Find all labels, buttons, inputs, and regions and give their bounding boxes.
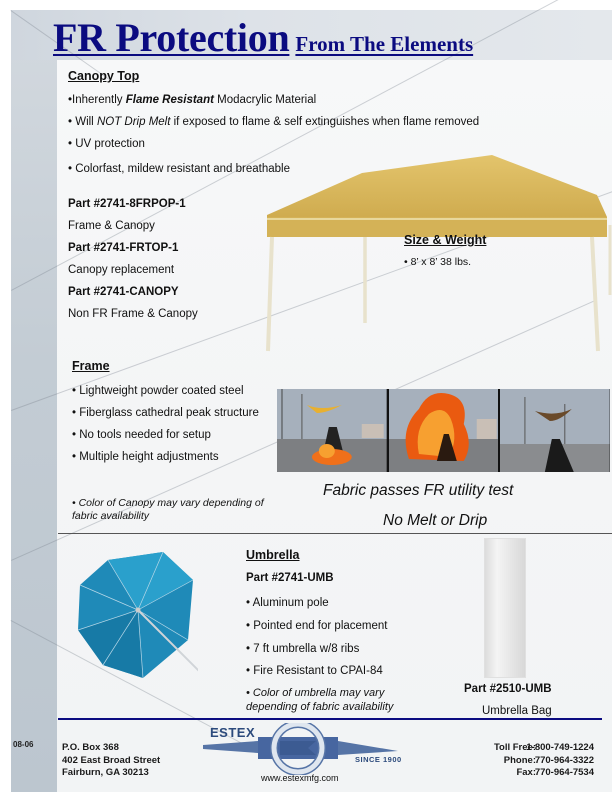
part-number: Part #2741-CANOPY <box>68 286 179 298</box>
frame-bullet: • Fiberglass cathedral peak structure <box>72 407 259 419</box>
title-subtitle: From The Elements <box>295 32 474 56</box>
website-link[interactable]: www.estexmfg.com <box>261 773 339 783</box>
umbrella-bullet: • Pointed end for placement <box>246 620 388 632</box>
bullet-text: Modacrylic Material <box>213 94 317 106</box>
title-main: FR Protection <box>53 15 290 60</box>
umbrella-bullet: • Aluminum pole <box>246 597 329 609</box>
bullet-text: •Inherently <box>68 94 126 106</box>
frame-bullet: • Multiple height adjustments <box>72 451 219 463</box>
fire-test-photo-strip <box>277 389 610 472</box>
fire-test-photo-1 <box>277 389 387 472</box>
frame-color-note: • Color of Canopy may vary depending of <box>72 497 264 509</box>
address-line: 402 East Broad Street <box>62 754 161 766</box>
part-description: Frame & Canopy <box>68 220 155 232</box>
contact-label: Fax: <box>516 767 536 778</box>
canopy-bullet-no-drip <box>68 116 479 128</box>
umbrella-bag-label: Umbrella Bag <box>482 705 552 717</box>
contact-values <box>522 742 594 780</box>
part-description: Canopy replacement <box>68 264 175 276</box>
canopy-bullet-colorfast: • Colorfast, mildew resistant and breathable <box>68 163 290 175</box>
canopy-top-heading: Canopy Top <box>68 69 140 83</box>
date-code: 08-06 <box>13 740 34 749</box>
umbrella-color-note-line2: depending of fabric availability <box>246 701 394 713</box>
address-line: P.O. Box 368 <box>62 742 119 753</box>
size-weight-value: • 8’ x 8’ 38 lbs. <box>404 256 472 268</box>
umbrella-bag-image <box>484 538 526 678</box>
bullet-text: if exposed to flame & self extinguishes when flame removed <box>170 116 480 128</box>
frame-bullet: • Lightweight powder coated steel <box>72 385 244 397</box>
canopy-bullet-uv: • UV protection <box>68 138 145 150</box>
fire-test-caption: Fabric passes FR utility test <box>323 482 514 499</box>
bullet-emphasis: Flame Resistant <box>125 94 214 106</box>
part-description: Non FR Frame & Canopy <box>68 308 198 320</box>
bullet-emphasis: NOT Drip Melt <box>96 116 171 128</box>
frame-heading: Frame <box>72 359 110 373</box>
contact-label: Toll Free: <box>493 742 536 753</box>
contact-label: Phone: <box>503 754 536 766</box>
canopy-bullet-flame-resistant <box>68 94 316 106</box>
bullet-text: • Will <box>68 116 97 128</box>
part-number: Part #2741-FRTOP-1 <box>68 242 179 254</box>
size-weight-heading: Size & Weight <box>404 233 487 247</box>
fax-number: 770-964-7534 <box>534 767 594 778</box>
frame-bullet: • No tools needed for setup <box>72 429 211 441</box>
toll-free-number: 1-800-749-1224 <box>526 742 594 753</box>
umbrella-color-note: • Color of umbrella may vary <box>246 687 385 699</box>
frame-color-note-line2: fabric availability <box>72 510 150 522</box>
no-melt-caption: No Melt or Drip <box>383 512 488 529</box>
umbrella-bag-part-number: Part #2510-UMB <box>464 683 552 695</box>
page-title <box>53 14 473 61</box>
umbrella-heading: Umbrella <box>246 548 300 562</box>
umbrella-bullet: • Fire Resistant to CPAI-84 <box>246 665 383 677</box>
umbrella-image <box>78 550 198 680</box>
footer-address <box>62 742 160 780</box>
section-divider <box>58 533 612 534</box>
footer-rule <box>58 718 602 720</box>
canopy-tent-image <box>262 155 612 355</box>
fire-test-photo-2 <box>389 389 499 472</box>
logo-since: SINCE 1900 <box>355 755 402 764</box>
logo-wordmark: ESTEX <box>210 725 256 740</box>
part-number: Part #2741-8FRPOP-1 <box>68 198 186 210</box>
phone-number: 770-964-3322 <box>534 754 594 766</box>
address-line: Fairburn, GA 30213 <box>62 767 149 778</box>
fire-test-photo-3 <box>500 389 610 472</box>
umbrella-part-number: Part #2741-UMB <box>246 572 334 584</box>
umbrella-bullet: • 7 ft umbrella w/8 ribs <box>246 643 360 655</box>
